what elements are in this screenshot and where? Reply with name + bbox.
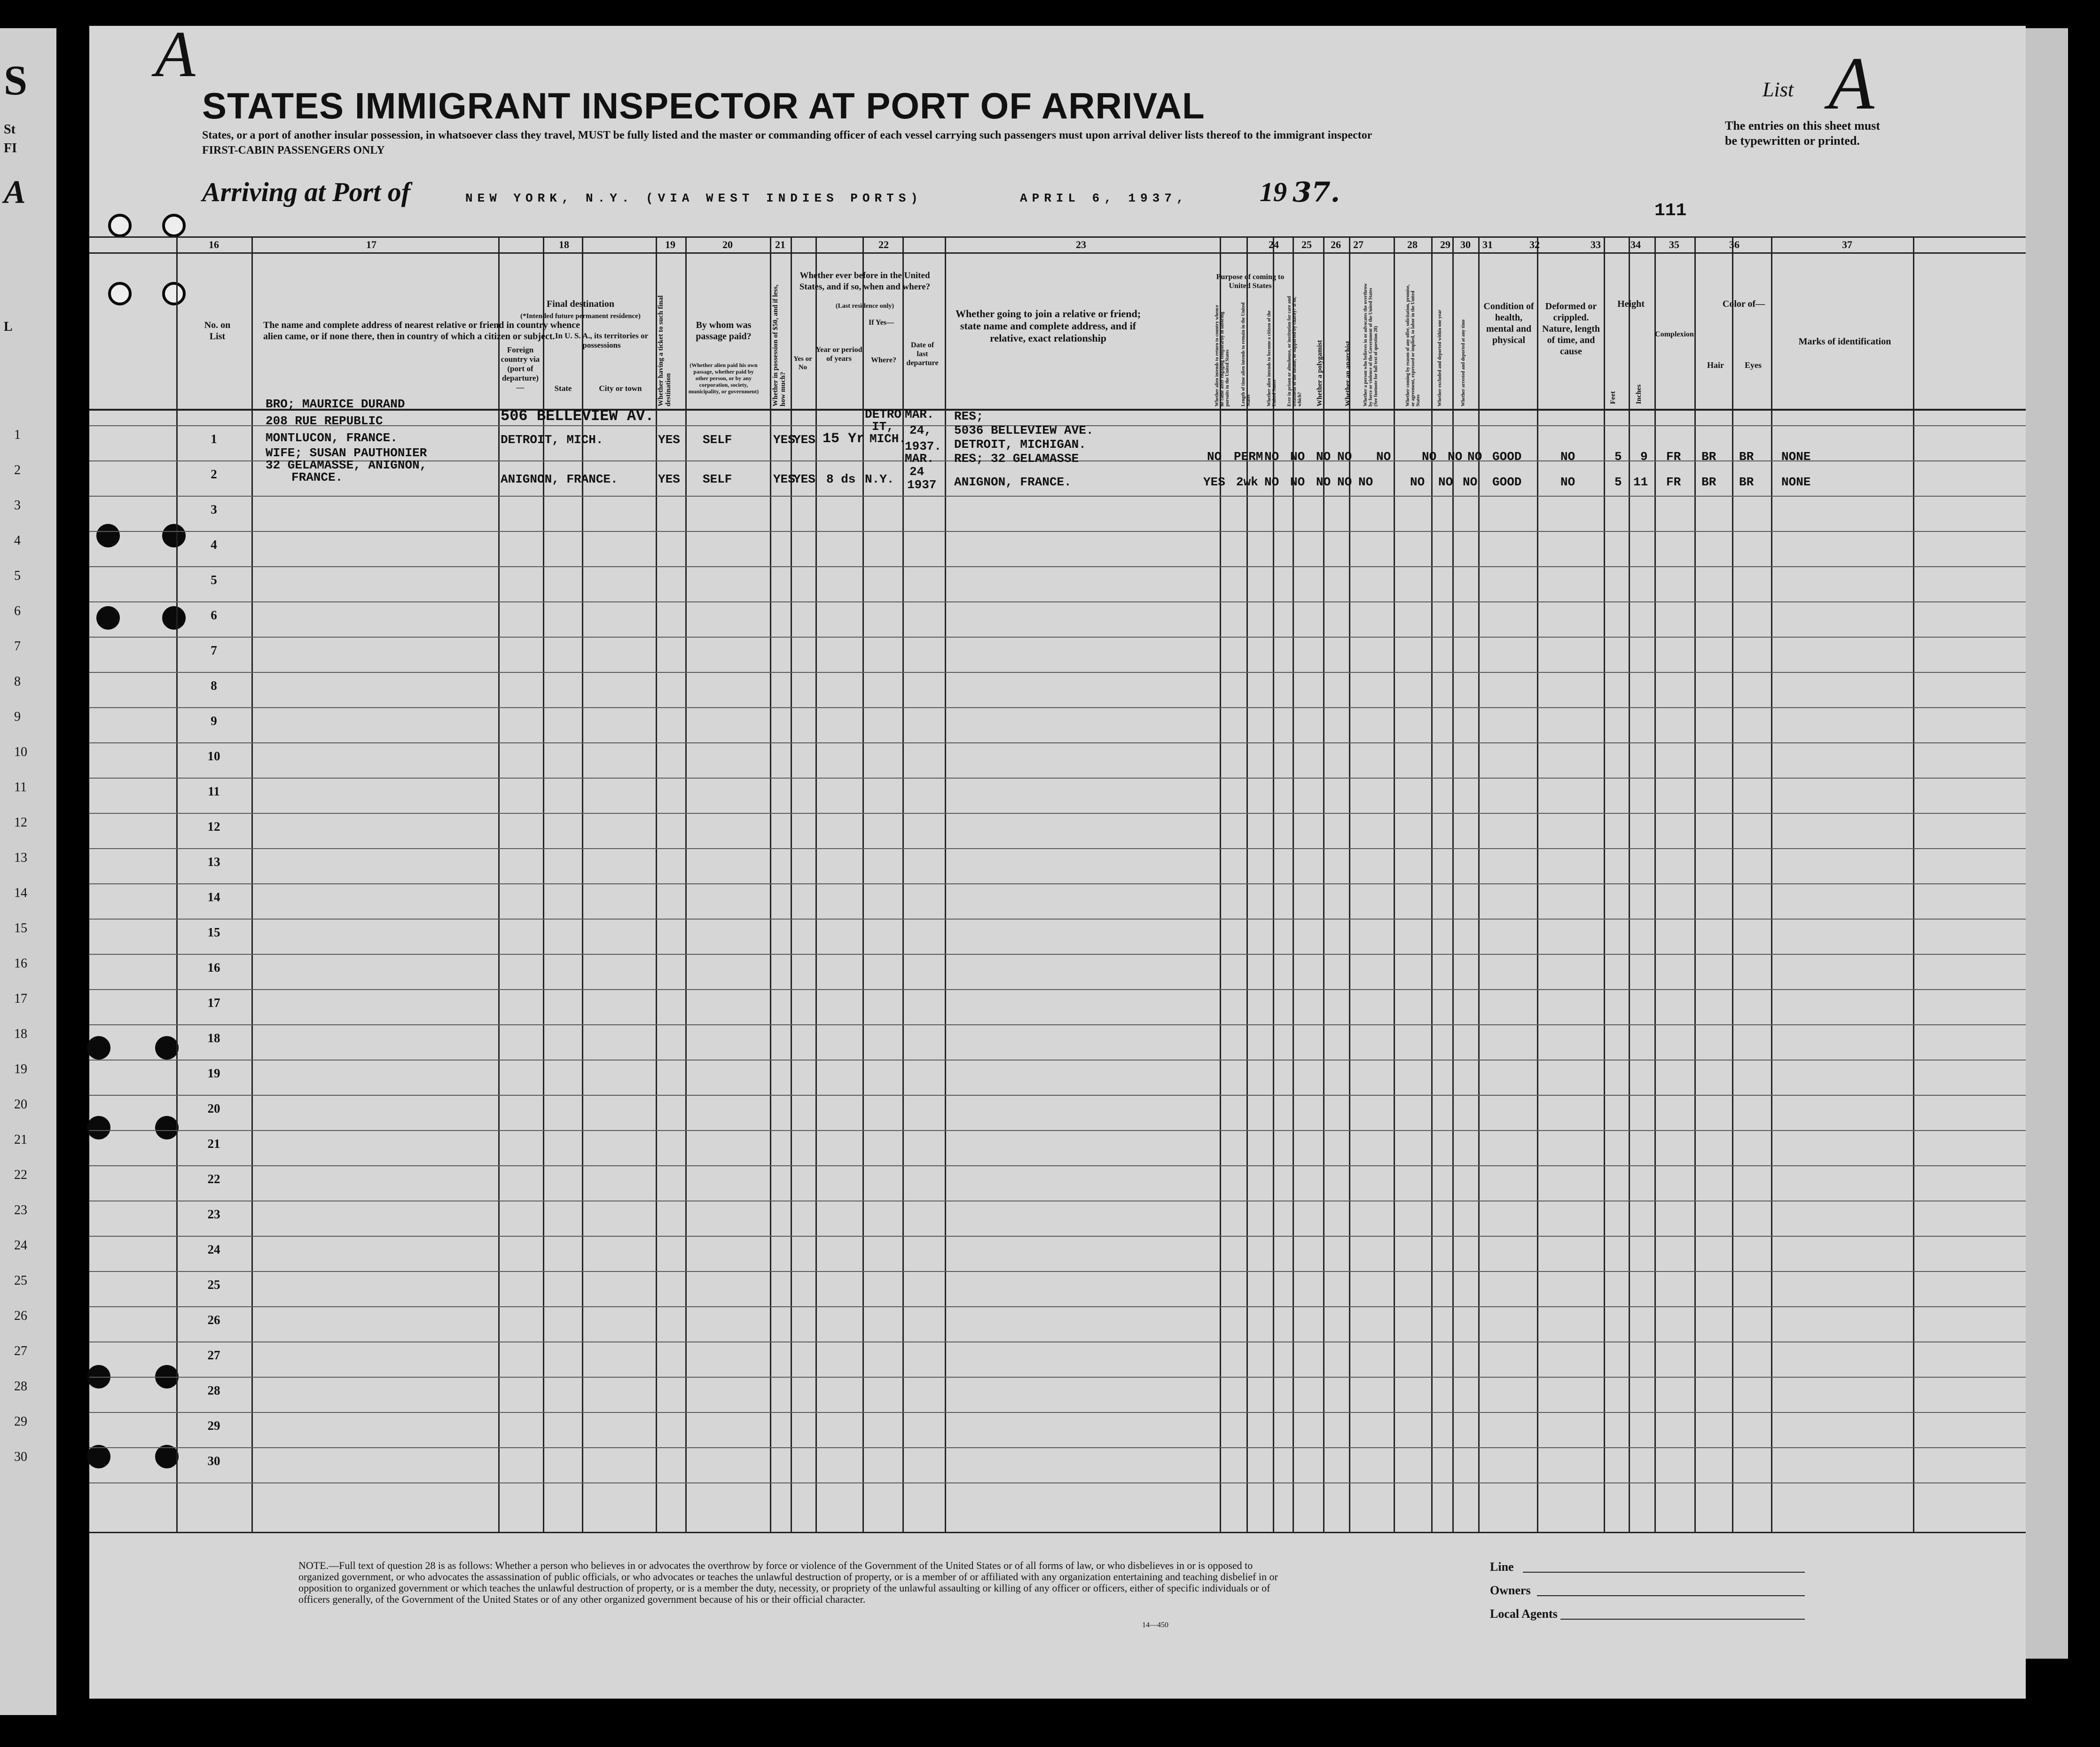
prev-page-row-number: 29	[14, 1414, 27, 1429]
entry2-polygamist: NO	[1316, 475, 1331, 489]
header-in-usa: In U. S. A., its territories or possessions	[555, 331, 649, 350]
column-number: 33	[1591, 239, 1601, 250]
list-label: List	[1763, 78, 1794, 101]
header-city: City or town	[599, 384, 642, 393]
row-rule	[89, 1377, 2026, 1378]
intro-text: States, or a port of another insular possession, in whatsoever class they travel, MUST be fully listed and the master or commanding officer of each vessel carrying such passengers must upon arrival deliver lists thereof to the immigrant inspector	[202, 129, 1372, 141]
prev-page-row-number: 17	[14, 991, 27, 1006]
column-rule	[1323, 236, 1324, 1533]
row-rule	[89, 954, 2026, 955]
header-last-residence: (Last residence only)	[835, 303, 894, 310]
row-rule	[89, 1095, 2026, 1096]
row-rule	[89, 531, 2026, 532]
header-purpose-citizen: Whether alien intends to become a citizen of the United States	[1267, 310, 1277, 406]
prev-page-row-number: 10	[14, 745, 27, 759]
row-number: 14	[207, 890, 220, 904]
entry2-complexion: FR	[1666, 475, 1681, 489]
prev-page-row-number: 20	[14, 1097, 27, 1112]
arriving-date: APRIL 6, 1937,	[1020, 191, 1189, 205]
entry1-complexion: FR	[1666, 450, 1681, 464]
entry1-relative-line3: MONTLUCON, FRANCE.	[266, 431, 398, 445]
prev-page-row-number: 13	[14, 850, 27, 865]
row-rule	[89, 601, 2026, 602]
entry1-join-line3: DETROIT, MICHIGAN.	[954, 437, 1086, 452]
prev-page-row-number: 3	[14, 498, 21, 513]
header-ticket: Whether having a ticket to such final destination	[657, 295, 672, 406]
row-number: 24	[207, 1242, 220, 1256]
row-rule	[89, 1412, 2026, 1413]
column-number: 22	[878, 239, 889, 250]
entry1-polygamist: NO	[1316, 450, 1331, 464]
entry1-ticket: YES	[658, 433, 680, 447]
row-number: 4	[211, 538, 217, 552]
binder-hole	[162, 214, 186, 237]
prev-page-row-number: 4	[14, 533, 21, 548]
column-rule	[1771, 236, 1772, 1533]
entry1-where-line3: MICH.	[870, 432, 907, 446]
row-number: 27	[207, 1348, 220, 1362]
header-anarchist: Whether an anarchist	[1344, 341, 1352, 406]
row-rule	[89, 1482, 2026, 1483]
entry1-date-line3: 1937.	[905, 439, 942, 453]
entry2-length-stay: 2wk	[1236, 475, 1258, 489]
entry1-join-line2: 5036 BELLEVIEW AVE.	[954, 423, 1094, 437]
entry1-citizen: NO	[1264, 450, 1279, 464]
prev-page-row-number: 19	[14, 1062, 27, 1076]
column-number: 35	[1669, 239, 1679, 250]
entry1-return: NO	[1207, 450, 1222, 464]
binder-hole	[108, 214, 132, 237]
list-value-handwritten: A	[1828, 41, 1874, 125]
row-number: 26	[207, 1313, 220, 1327]
entry2-date-line3: 1937	[907, 478, 937, 492]
binder-hole	[108, 282, 132, 305]
row-number: 12	[207, 819, 220, 834]
prev-page-row-number: 1	[14, 428, 21, 442]
row-number: 20	[207, 1101, 220, 1115]
row-number: 1	[211, 432, 217, 446]
header-passage-paid-sub: (Whether alien paid his own passage, whether paid by other person, or by any corporation, society, municipality, or government)	[688, 362, 759, 395]
entry2-relative-line1: WIFE; SUSAN PAUTHONIER	[266, 446, 427, 460]
column-number: 17	[366, 239, 376, 250]
owners-label: Owners	[1490, 1583, 1531, 1597]
column-number: 31	[1482, 239, 1493, 250]
column-rule	[176, 236, 178, 1533]
header-color: Color of—	[1722, 299, 1765, 309]
row-number: 2	[211, 467, 217, 481]
row-number: 28	[207, 1383, 220, 1397]
prev-page-row-number: 8	[14, 674, 21, 689]
binder-hole	[155, 1036, 179, 1060]
header-purpose-return: Whether alien intends to return to country whence he came after engaging temporarily in laboring pursuits in the United States	[1215, 304, 1230, 406]
entry2-join-line2: ANIGNON, FRANCE.	[954, 475, 1072, 489]
entry2-date-line2: 24	[909, 465, 925, 479]
row-rule	[89, 1024, 2026, 1025]
row-number: 11	[208, 784, 220, 798]
prev-page-row-number: 16	[14, 956, 27, 971]
column-number: 24	[1269, 239, 1279, 250]
prev-page-row-number: 2	[14, 463, 21, 477]
entry1-deformed: NO	[1560, 450, 1575, 464]
column-rule	[1246, 236, 1248, 1533]
entry1-state-city: DETROIT, MICH.	[501, 433, 603, 447]
entry2-overthrow: NO	[1358, 475, 1373, 489]
column-number: 28	[1407, 239, 1418, 250]
entry1-hair: BR	[1701, 450, 1716, 464]
column-rule	[1913, 236, 1914, 1533]
header-feet: Feet	[1609, 391, 1617, 404]
binder-hole	[155, 1116, 179, 1139]
entry1-paid-by: SELF	[703, 433, 732, 447]
binder-hole	[96, 606, 120, 630]
header-final-destination-sub: (*Intended future permanent residence)	[520, 312, 641, 320]
column-rule	[1629, 236, 1630, 1533]
entry1-marks: NONE	[1781, 450, 1811, 464]
column-rule	[1478, 236, 1480, 1533]
entry1-period: 15 Yr	[823, 431, 865, 447]
form-title: STATES IMMIGRANT INSPECTOR AT PORT OF ARRIVAL	[202, 85, 1205, 126]
column-rule	[582, 236, 583, 1533]
prev-page-row-number: 14	[14, 886, 27, 900]
entry1-inches: 9	[1640, 450, 1648, 464]
row-rule	[89, 1306, 2026, 1307]
column-number: 36	[1729, 239, 1740, 250]
entry1-overthrow: NO	[1376, 450, 1391, 464]
column-number: 21	[775, 239, 785, 250]
header-date-departure: Date of last departure	[906, 341, 939, 367]
entry1-money: YES	[773, 433, 795, 447]
column-number: 23	[1076, 239, 1086, 250]
column-rule	[902, 236, 904, 1533]
column-rule	[685, 236, 687, 1533]
entry2-deformed: NO	[1560, 475, 1575, 489]
header-deported: Whether arrested and deported at any time	[1461, 319, 1466, 406]
row-number: 6	[211, 608, 217, 622]
row-rule	[89, 1060, 2026, 1061]
row-rule	[89, 707, 2026, 708]
header-possession-50: Whether in possession of $50, and if less, how much?	[772, 284, 787, 406]
header-purpose-length: Length of time alien intends to remain in the United States	[1241, 302, 1251, 406]
column-rule	[1220, 236, 1221, 1533]
header-join-relative: Whether going to join a relative or friend; state name and complete address, and if relative, exact relationship	[955, 308, 1141, 344]
row-number: 22	[207, 1172, 220, 1186]
prev-page-row-number: 11	[14, 780, 27, 795]
header-eyes: Eyes	[1745, 360, 1762, 370]
header-purpose: Purpose of coming to United States	[1216, 273, 1285, 290]
row-rule	[89, 1130, 2026, 1131]
entry1-where-line2: IT,	[872, 420, 894, 434]
entry1-prison: NO	[1290, 450, 1305, 464]
row-number: 10	[207, 749, 220, 763]
entry1-feet: 5	[1614, 450, 1622, 464]
row-number: 19	[207, 1066, 220, 1080]
header-labor-offer: Whether coming by reason of any offer, solicitation, promise, or agreement, expressed or implied, to labor in the United States	[1405, 284, 1421, 406]
column-rule	[1293, 236, 1294, 1533]
entry1-eyes: BR	[1739, 450, 1754, 464]
entry2-paid-by: SELF	[703, 472, 732, 486]
column-rule	[770, 236, 771, 1533]
line-label: Line	[1490, 1560, 1514, 1574]
header-inches: Inches	[1635, 384, 1643, 404]
row-number: 16	[207, 960, 220, 975]
header-yes-no: Yes or No	[793, 355, 812, 371]
prev-page-row-number: 15	[14, 921, 27, 936]
entry2-before: YES	[793, 472, 815, 486]
row-number: 25	[207, 1278, 220, 1292]
row-rule	[89, 1341, 2026, 1342]
column-number: 37	[1842, 239, 1852, 250]
column-rule	[815, 236, 817, 1533]
entry1-relative-line2: 208 RUE REPUBLIC	[266, 414, 383, 428]
prev-page-row-number: 7	[14, 639, 21, 654]
entries-note-1: The entries on this sheet must	[1725, 119, 1881, 133]
entry2-feet: 5	[1614, 475, 1622, 489]
header-prison: Ever in prison or almshouse, or institution for care and treatment of the insane, or supported by charity? If so, which?	[1287, 296, 1302, 406]
entry2-return: YES	[1203, 475, 1225, 489]
entry2-anarchist: NO	[1337, 475, 1352, 489]
entry2-where: N.Y.	[865, 472, 894, 486]
header-height: Height	[1617, 299, 1645, 309]
binder-hole	[87, 1445, 110, 1468]
entry1-labor-offer: NO	[1422, 450, 1437, 464]
row-rule	[89, 672, 2026, 673]
row-rule	[89, 883, 2026, 884]
row-number: 3	[211, 502, 217, 516]
binder-hole	[162, 524, 186, 547]
prev-page-row-number: 24	[14, 1238, 27, 1253]
column-number: 29	[1440, 239, 1450, 250]
entry2-deported: NO	[1463, 475, 1478, 489]
column-number: 30	[1460, 239, 1471, 250]
prev-page-row-number: 6	[14, 604, 21, 618]
prev-page-row-number: 21	[14, 1132, 27, 1147]
row-number: 8	[211, 679, 217, 693]
column-rule	[1654, 236, 1656, 1533]
entry1-date-line2: 24,	[909, 423, 932, 437]
header-where: Where?	[871, 356, 896, 364]
header-passage-paid: By whom was passage paid?	[696, 320, 752, 342]
column-rule	[1349, 236, 1350, 1533]
entry1-excluded: NO	[1448, 450, 1463, 464]
entry1-anarchist: NO	[1337, 450, 1352, 464]
entry2-eyes: BR	[1739, 475, 1754, 489]
column-number: 34	[1630, 239, 1641, 250]
row-number: 23	[207, 1207, 220, 1221]
row-number: 18	[207, 1031, 220, 1045]
header-overthrow: Whether a person who believes in or advocates the overthrow by force or violence of the Government of the United States (See footnote for full text of question 28)	[1363, 283, 1379, 406]
entry2-health: GOOD	[1492, 475, 1522, 489]
prev-page-row-number: 25	[14, 1273, 27, 1288]
prev-page-letter: S	[4, 57, 28, 104]
header-marks: Marks of identification	[1798, 336, 1891, 347]
binder-hole	[162, 606, 186, 630]
prev-page-row-number: 18	[14, 1027, 27, 1041]
row-rule	[89, 1447, 2026, 1448]
row-rule	[89, 566, 2026, 567]
entry1-deported: NO	[1467, 450, 1482, 464]
binder-hole	[87, 1036, 110, 1060]
entry2-citizen: NO	[1264, 475, 1279, 489]
column-rule	[1732, 236, 1733, 1533]
entry1-health: GOOD	[1492, 450, 1522, 464]
prev-page-row-number: 5	[14, 569, 21, 583]
header-final-destination: Final destination	[547, 299, 614, 309]
row-number: 21	[207, 1137, 220, 1151]
header-deformed: Deformed or crippled. Nature, length of time, and cause	[1542, 301, 1600, 357]
column-number: 20	[722, 239, 733, 250]
header-state: State	[554, 384, 572, 393]
row-rule	[89, 813, 2026, 814]
entry1-date-line1: MAR.	[905, 407, 934, 421]
entry2-money: YES	[773, 472, 795, 486]
row-number: 5	[211, 573, 217, 587]
row-rule	[89, 1271, 2026, 1272]
entry2-relative-line3: FRANCE.	[291, 470, 343, 484]
header-ever-before: Whether ever before in the United States, and if so, when and where?	[799, 271, 931, 292]
entry2-prison: NO	[1290, 475, 1305, 489]
row-rule	[89, 778, 2026, 779]
local-agents-label: Local Agents	[1490, 1607, 1558, 1621]
column-rule	[656, 236, 657, 1533]
row-rule	[89, 1236, 2026, 1237]
arriving-year-handwritten: 37.	[1293, 176, 1340, 208]
column-rule	[1694, 236, 1696, 1533]
page-edge-right	[2026, 28, 2068, 1659]
entries-note-2: be typewritten or printed.	[1725, 134, 1860, 148]
column-rule	[498, 236, 500, 1533]
entry2-foreign-via: ANIGNON, FRANCE.	[501, 472, 618, 486]
column-rule	[791, 236, 792, 1533]
prev-page-letter: L	[4, 320, 13, 334]
header-excluded: Whether excluded and deported within one year	[1437, 310, 1442, 406]
prev-page-row-number: 12	[14, 815, 27, 830]
entry2-ticket: YES	[658, 472, 680, 486]
header-hair: Hair	[1707, 360, 1724, 370]
header-year-period: Year or period of years	[815, 346, 862, 363]
column-number: 18	[559, 239, 569, 250]
prev-page-letter: A	[4, 174, 26, 211]
row-rule	[89, 742, 2026, 743]
entry2-marks: NONE	[1781, 475, 1811, 489]
row-number: 29	[207, 1419, 220, 1433]
row-rule	[89, 637, 2026, 638]
row-number: 15	[207, 925, 220, 939]
column-rule	[1452, 236, 1454, 1533]
first-cabin-label: FIRST-CABIN PASSENGERS ONLY	[202, 144, 385, 156]
column-rule	[1537, 236, 1538, 1533]
header-foreign-country: Foreign country via (port of departure)—	[501, 345, 540, 392]
column-rule	[945, 236, 946, 1533]
previous-page-edge	[0, 28, 56, 1715]
binder-hole	[155, 1445, 179, 1468]
entry2-join-line1: RES; 32 GELAMASSE	[954, 452, 1079, 466]
row-number: 30	[207, 1454, 220, 1468]
row-rule	[89, 919, 2026, 920]
entry1-join-line1: RES;	[954, 409, 984, 423]
prev-page-row-number: 23	[14, 1203, 27, 1217]
header-polygamist: Whether a polygamist	[1316, 340, 1324, 406]
column-number: 25	[1301, 239, 1312, 250]
entry2-inches: 11	[1633, 475, 1648, 489]
manifest-sheet	[89, 18, 2026, 1699]
arriving-port: NEW YORK, N.Y. (VIA WEST INDIES PORTS)	[465, 191, 923, 205]
entry1-foreign-via: 506 BELLEVIEW AV.	[501, 407, 654, 425]
prev-page-row-number: 28	[14, 1379, 27, 1394]
row-number: 7	[211, 643, 217, 657]
column-rule	[1273, 236, 1274, 1533]
binder-hole	[87, 1116, 110, 1139]
header-relative-address: The name and complete address of nearest relative or friend in country whence alien came, or if none there, then in country of which a citizen or subject.	[263, 320, 580, 342]
header-health: Condition of health, mental and physical	[1483, 301, 1534, 345]
entry2-excluded: NO	[1438, 475, 1453, 489]
prev-page-row-number: 27	[14, 1344, 27, 1358]
entry1-length-stay: PERM	[1234, 450, 1263, 464]
arriving-label: Arriving at Port of	[202, 177, 411, 207]
entry1-before: YES	[793, 433, 815, 447]
binder-hole	[96, 524, 120, 547]
entry2-period: 8 ds	[826, 472, 856, 486]
header-if-yes: If Yes—	[868, 319, 894, 327]
prev-page-letter: St	[4, 122, 16, 137]
form-code: 14—450	[1142, 1621, 1168, 1629]
row-rule	[89, 1165, 2026, 1166]
footnote-question-28: NOTE.—Full text of question 28 is as follows: Whether a person who believes in or advocates the overthrow by force or violence of the Government of the United States or of all forms of law, or who disbelieves in or is opposed to organized government, or who advocates the assassination of public officials, or who advocates or teaches the unlawful destruction of property, or is a member of or affiliated with any organization entertaining and teaching disbelief in or opposition to organized government or which teaches the unlawful destruction of property, or is a member the duty, necessity, or propriety of the unlawful assaulting or killing of any officer or officers, either of specific individuals or of officers generally, of the Government of the United States or of any other organized government because of his or their official character.	[298, 1560, 1278, 1605]
row-rule	[89, 848, 2026, 849]
arriving-year-printed: 19	[1260, 177, 1287, 207]
entry1-where-line1: DETRO	[865, 407, 902, 421]
header-no-on-list: No. on List	[204, 320, 231, 342]
header-complexion: Complexion	[1655, 330, 1694, 338]
column-number: 32	[1529, 239, 1540, 250]
entry1-relative-line1: BRO; MAURICE DURAND	[266, 397, 405, 411]
entry2-date-line1: MAR.	[905, 452, 934, 466]
binder-hole	[162, 282, 186, 305]
column-rule	[1604, 236, 1605, 1533]
column-number: 16	[209, 239, 219, 250]
sheet-number: 111	[1654, 201, 1687, 221]
column-number: 27	[1353, 239, 1363, 250]
column-rule	[251, 236, 253, 1533]
column-rule	[1394, 236, 1395, 1533]
prev-page-row-number: 22	[14, 1168, 27, 1182]
row-number: 13	[207, 855, 220, 869]
list-letter-handwritten: A	[155, 18, 196, 91]
column-number: 19	[665, 239, 675, 250]
prev-page-row-number: 9	[14, 710, 21, 724]
row-rule	[89, 496, 2026, 497]
entry2-hair: BR	[1701, 475, 1716, 489]
entry2-labor-offer: NO	[1410, 475, 1425, 489]
column-number: 26	[1331, 239, 1341, 250]
prev-page-row-number: 26	[14, 1309, 27, 1323]
entry2-relative-line2: 32 GELAMASSE, ANIGNON,	[266, 458, 427, 472]
column-rule	[1431, 236, 1433, 1533]
row-number: 17	[207, 996, 220, 1010]
column-rule	[543, 236, 544, 1533]
prev-page-row-number: 30	[14, 1450, 27, 1464]
prev-page-letter: FI	[4, 141, 17, 156]
row-number: 9	[211, 714, 217, 728]
row-rule	[89, 989, 2026, 990]
